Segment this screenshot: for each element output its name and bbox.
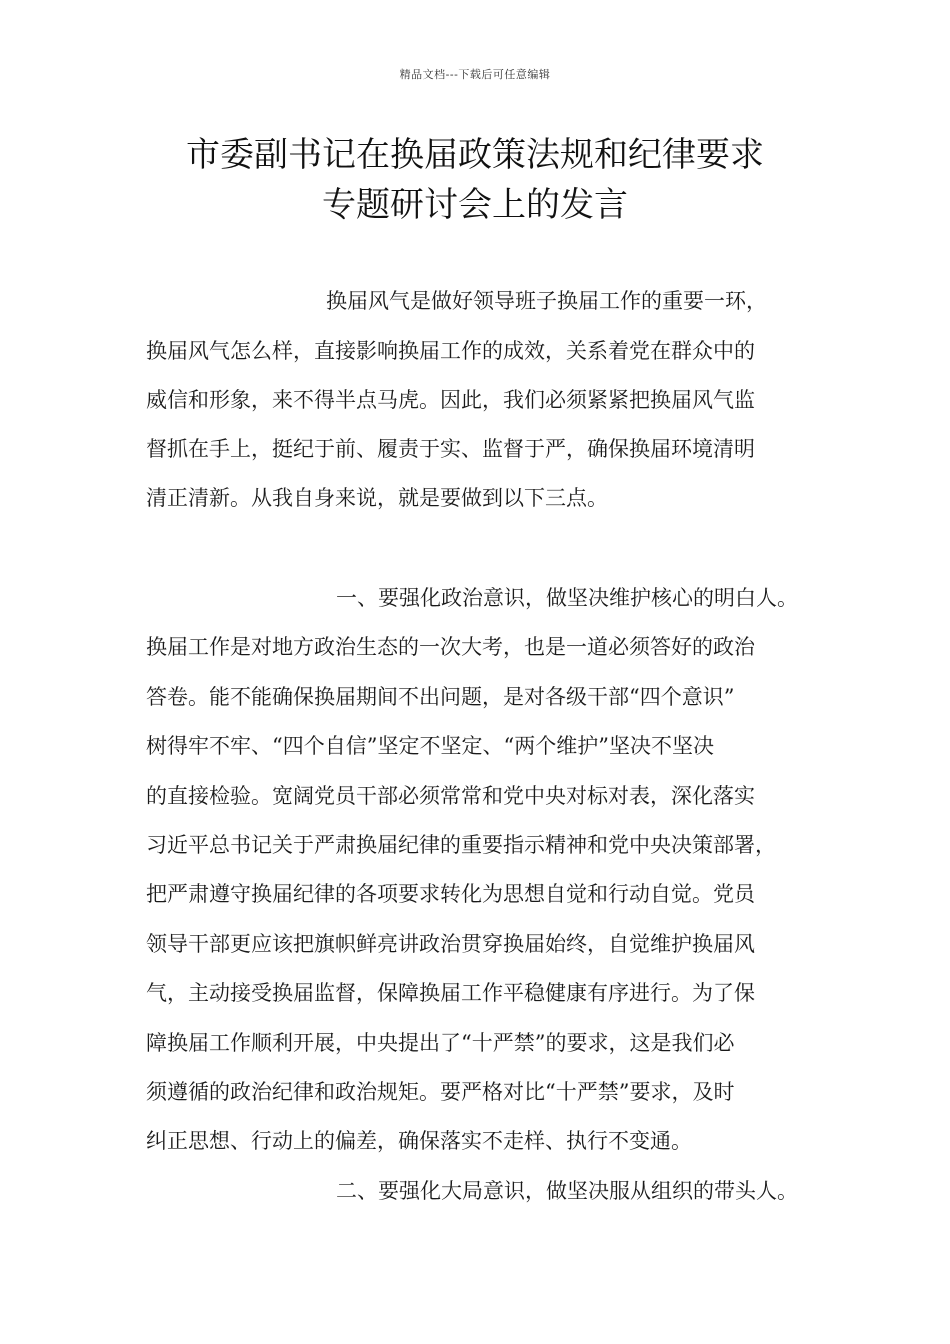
paragraph-line: 威信和形象，来不得半点马虎。因此，我们必须紧紧把换届风气监 [146,388,755,412]
paragraph-line: 领导干部更应该把旗帜鲜亮讲政治贯穿换届始终，自觉维护换届风 [146,932,755,956]
paragraph-line: 习近平总书记关于严肃换届纪律的重要指示精神和党中央决策部署， [146,833,776,857]
paragraph-line: 树得牢不牢、“四个自信”坚定不坚定、“两个维护”坚决不坚决 [146,734,714,758]
paragraph-line: 把严肃遵守换届纪律的各项要求转化为思想自觉和行动自觉。党员 [146,882,755,906]
paragraph-line: 的直接检验。宽阔党员干部必须常常和党中央对标对表，深化落实 [146,784,755,808]
document-title [0,130,950,230]
paragraph-line: 换届风气是做好领导班子换届工作的重要一环， [326,289,767,313]
paragraph-line: 障换届工作顺利开展，中央提出了“十严禁”的要求，这是我们必 [146,1031,735,1055]
paragraph-line: 换届风气怎么样，直接影响换届工作的成效，关系着党在群众中的 [146,339,755,363]
paragraph-line: 督抓在手上，挺纪于前、履责于实、监督于严，确保换届环境清明 [146,437,755,461]
paragraph-line: 清正清新。从我自身来说，就是要做到以下三点。 [146,486,608,510]
title-line-1: 市委副书记在换届政策法规和纪律要求 [186,135,764,175]
paragraph-line: 答卷。能不能确保换届期间不出问题，是对各级干部“四个意识” [146,685,735,709]
paragraph-line: 纠正思想、行动上的偏差，确保落实不走样、执行不变通。 [146,1129,692,1153]
section-heading: 一、要强化政治意识，做坚决维护核心的明白人。 [336,586,798,610]
header-note: 精品文档---下载后可任意编辑 [399,68,551,81]
title-line-2: 专题研讨会上的发言 [322,185,628,225]
paragraph-line: 须遵循的政治纪律和政治规矩。要严格对比“十严禁”要求，及时 [146,1080,735,1104]
paragraph-line: 气，主动接受换届监督，保障换届工作平稳健康有序进行。为了保 [146,981,755,1005]
paragraph-line: 换届工作是对地方政治生态的一次大考，也是一道必须答好的政治 [146,635,755,659]
section-heading: 二、要强化大局意识，做坚决服从组织的带头人。 [336,1179,798,1203]
